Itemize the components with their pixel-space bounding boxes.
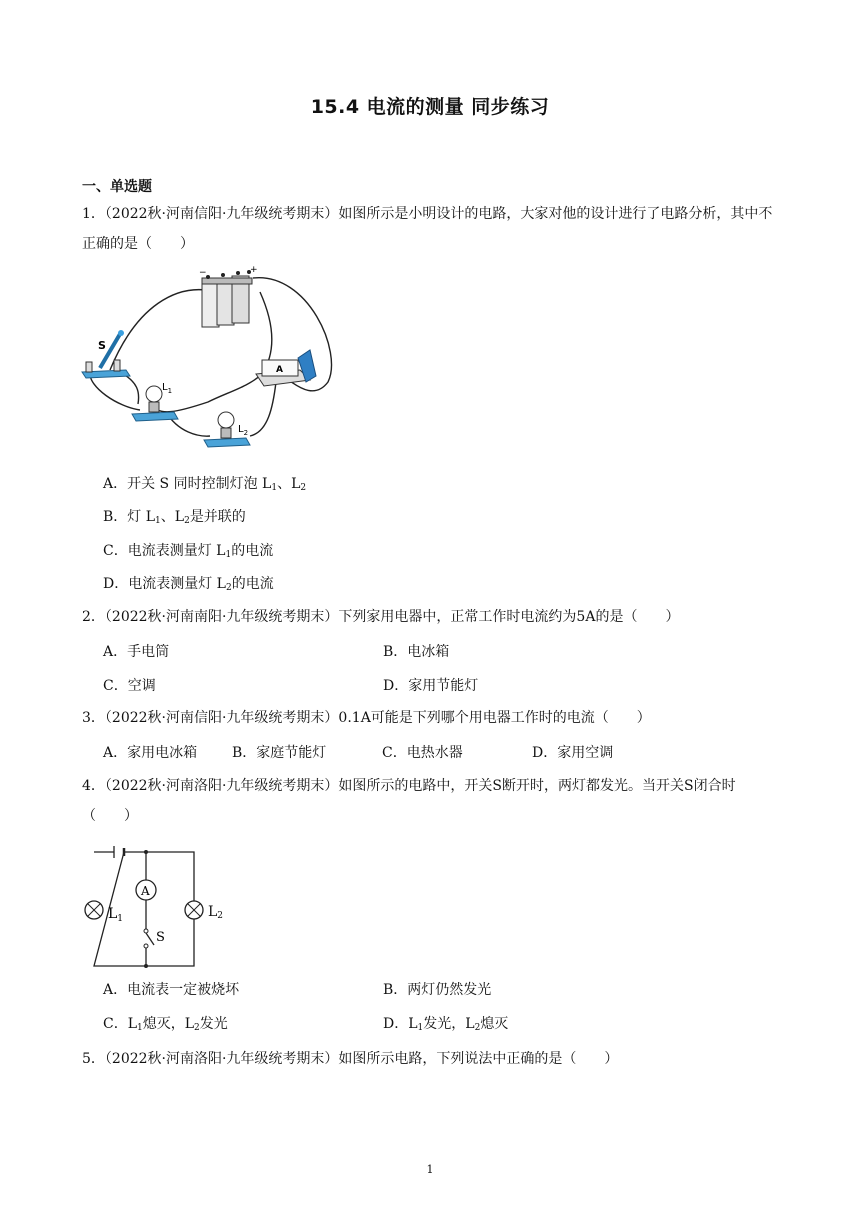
q2-option-c: C．空调 xyxy=(103,678,156,694)
question-5-stem: 5．（2022秋·河南洛阳·九年级统考期末）如图所示电路，下列说法中正确的是（ ） xyxy=(82,1051,619,1067)
lamp-l1-label: $L_1$ xyxy=(162,382,173,395)
ammeter-label: A xyxy=(141,884,150,898)
q1-option-d: D．电流表测量灯 $L_2$的电流 xyxy=(103,576,274,593)
q3-option-c: C．电热水器 xyxy=(382,745,463,761)
q1-option-a: A．开关 S 同时控制灯泡 $L_1$、$L_2$ xyxy=(103,476,307,493)
q4-option-a: A．电流表一定被烧坏 xyxy=(103,982,240,998)
lamp-l2-label: $L_2$ xyxy=(238,424,249,437)
question-3-stem: 3．（2022秋·河南信阳·九年级统考期末）0.1A可能是下列哪个用电器工作时的电流（ ） xyxy=(82,710,651,726)
q2-option-a: A．手电筒 xyxy=(103,644,170,660)
ammeter-icon xyxy=(256,350,316,386)
q3-option-d: D．家用空调 xyxy=(532,745,614,761)
lamp-l2-icon xyxy=(185,901,203,919)
q4-lamp-l2-label: $L_2$ xyxy=(208,904,224,921)
q3-option-b: B．家庭节能灯 xyxy=(232,745,327,761)
q2-option-d: D．家用节能灯 xyxy=(383,678,479,694)
lamp-l1-label: $L_1$ xyxy=(108,906,124,924)
q1-circuit-figure xyxy=(78,262,340,457)
question-2-stem: 2．（2022秋·河南南阳·九年级统考期末）下列家用电器中，正常工作时电流约为5A的是（ ） xyxy=(82,609,680,625)
switch-icon xyxy=(146,933,154,945)
q1-option-b: B．灯 $L_1$、$L_2$是并联的 xyxy=(103,509,246,526)
page-number: 1 xyxy=(426,1163,434,1176)
page-title: 15.4 电流的测量 同步练习 xyxy=(310,96,550,118)
q3-option-a: A．家用电冰箱 xyxy=(103,745,198,761)
q2-option-b: B．电冰箱 xyxy=(383,644,450,660)
q1-option-c: C．电流表测量灯 $L_1$的电流 xyxy=(103,543,274,560)
switch-label: S xyxy=(156,930,165,945)
q4-option-c: C．$L_1$熄灭，$L_2$发光 xyxy=(103,1016,228,1033)
lamp-l1-icon xyxy=(85,901,103,919)
switch-label: S xyxy=(98,339,106,352)
q4-circuit-figure xyxy=(78,838,208,970)
battery-minus-label: − xyxy=(199,268,207,278)
section-heading: 一、单选题 xyxy=(82,179,152,195)
battery-icon xyxy=(202,270,252,327)
battery-plus-label: + xyxy=(250,265,258,275)
question-1-stem: 1．（2022秋·河南信阳·九年级统考期末）如图所示是小明设计的电路，大家对他的设计进行了电路分析，其中不正确的是（ ） xyxy=(82,206,773,252)
q4-option-b: B．两灯仍然发光 xyxy=(383,982,492,998)
question-4-stem: 4．（2022秋·河南洛阳·九年级统考期末）如图所示的电路中，开关S断开时，两灯都发光。当开关S闭合时（ ） xyxy=(82,778,736,824)
q4-option-d: D．$L_1$发光，$L_2$熄灭 xyxy=(383,1016,509,1033)
ammeter-label: A xyxy=(276,365,283,375)
switch-icon xyxy=(82,330,130,378)
